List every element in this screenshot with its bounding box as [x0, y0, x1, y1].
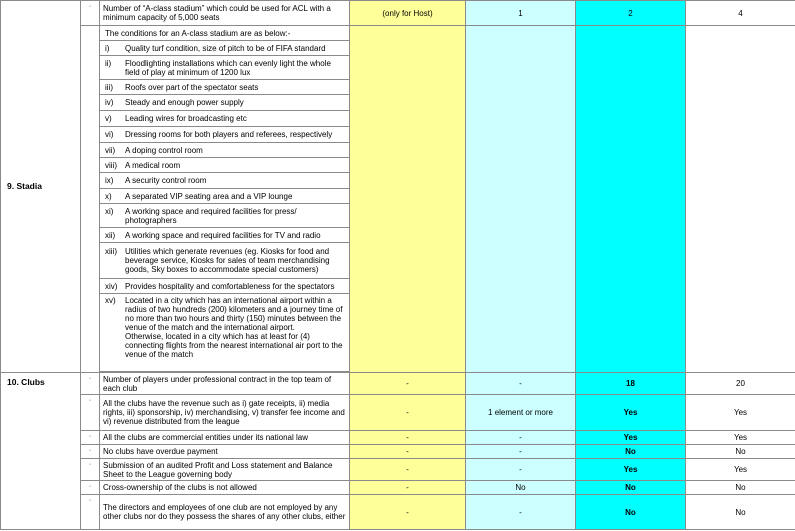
stadia-intro: The conditions for an A-class stadium are as below:-	[100, 26, 350, 41]
bullet: ·	[81, 459, 100, 481]
table-row: · The directors and employees of one club are not employed by any other clubs nor do they possess the shares of any other clubs, either - - No No	[1, 495, 795, 530]
table-row: · Cross-ownership of the clubs is not allowed - No No No	[1, 481, 795, 495]
stadia-col-1: 1	[466, 1, 576, 26]
table-row: · All the clubs have the revenue such as i) gate receipts, ii) media rights, iii) sponsorship, iv) merchandising, v) transfer fee income and vi) revenue distributed from the league - 1 element or more Yes Yes	[1, 395, 795, 431]
bullet: ·	[81, 395, 100, 431]
stadia-condition: v) Leading wires for broadcasting etc	[100, 111, 350, 127]
table-row: · All the clubs are commercial entities under its national law - - Yes Yes	[1, 431, 795, 445]
stadia-col-4: 4	[686, 1, 795, 26]
clubs-criterion: Submission of an audited Profit and Loss statement and Balance Sheet to the League governing body	[100, 459, 350, 481]
bullet: ·	[81, 1, 100, 26]
clubs-criterion: All the clubs are commercial entities under its national law	[100, 431, 350, 445]
stadia-condition: x) A separated VIP seating area and a VIP lounge	[100, 189, 350, 204]
clubs-criterion: No clubs have overdue payment	[100, 445, 350, 459]
bullet: ·	[81, 445, 100, 459]
stadia-condition: i) Quality turf condition, size of pitch to be of FIFA standard	[100, 41, 350, 56]
stadia-condition: vi) Dressing rooms for both players and referees, respectively	[100, 127, 350, 143]
clubs-criterion: Number of players under professional contract in the top team of each club	[100, 373, 350, 395]
bullet: ·	[81, 495, 100, 530]
clubs-criterion: The directors and employees of one club are not employed by any other clubs nor do they possess the shares of any other clubs, either	[100, 495, 350, 530]
bullet: ·	[81, 373, 100, 395]
bullet: ·	[81, 481, 100, 495]
stadia-condition: ix) A security control room	[100, 173, 350, 189]
stadia-condition: xiii) Utilities which generate revenues (eg. Kiosks for food and beverage service, Kiosks for sales of team merchandising goods, Sky boxes to accommodate special customers)	[100, 243, 350, 279]
stadia-condition: xv) Located in a city which has an international airport within a radius of two hundreds (200) kilometers and a journey time of no more than two hours and thirty (150) minutes between the venue of the match and the international airport. Otherwise, located in a city which has at least for (4) connecting flights from the nearest international air port to the venue of the match	[100, 294, 350, 372]
clubs-criterion: All the clubs have the revenue such as i) gate receipts, ii) media rights, iii) sponsorship, iv) merchandising, v) transfer fee income and vi) revenue distributed from the league	[100, 395, 350, 431]
stadia-condition: viii) A medical room	[100, 158, 350, 173]
stadia-condition: vii) A doping control room	[100, 143, 350, 158]
table-row: 10. Clubs · Number of players under professional contract in the top team of each club - - 18 20	[1, 373, 795, 395]
clubs-criterion: Cross-ownership of the clubs is not allowed	[100, 481, 350, 495]
stadia-condition: ii) Floodlighting installations which can evenly light the whole field of play at minimum of 1200 lux	[100, 56, 350, 80]
category-stadia: 9. Stadia	[1, 1, 81, 373]
stadia-condition: xiv) Provides hospitality and comfortableness for the spectators	[100, 279, 350, 294]
stadia-col-2: 2	[576, 1, 686, 26]
table-row: · No clubs have overdue payment - - No No	[1, 445, 795, 459]
bullet: ·	[81, 431, 100, 445]
stadia-condition: xii) A working space and required facilities for TV and radio	[100, 228, 350, 243]
stadia-condition: xi) A working space and required facilities for press/ photographers	[100, 204, 350, 228]
category-clubs: 10. Clubs	[1, 373, 81, 530]
stadia-criterion: Number of “A-class stadium” which could be used for ACL with a minimum capacity of 5,000 seats	[100, 1, 350, 26]
table-row: · Submission of an audited Profit and Loss statement and Balance Sheet to the League governing body - - Yes Yes	[1, 459, 795, 481]
stadia-condition: iii) Roofs over part of the spectator seats	[100, 80, 350, 95]
stadia-col-host: (only for Host)	[350, 1, 466, 26]
stadia-condition: iv) Steady and enough power supply	[100, 95, 350, 111]
